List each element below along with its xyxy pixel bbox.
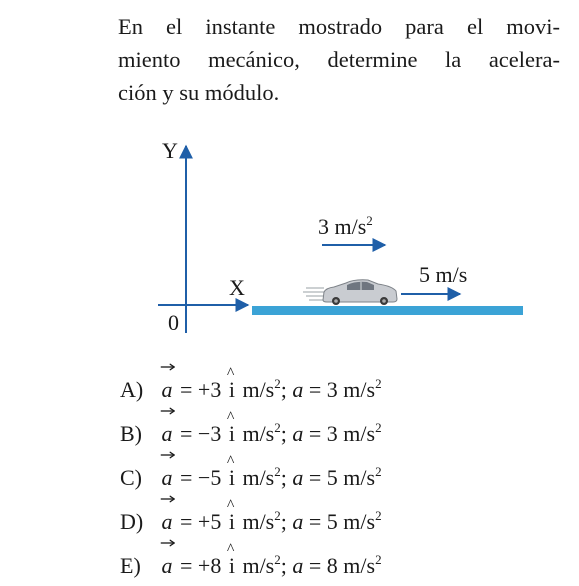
unit-vector-i: ^ i bbox=[226, 453, 235, 490]
x-axis-label: X bbox=[229, 275, 245, 300]
acceleration-label: 3 $m/s^2$ bbox=[318, 213, 373, 239]
vector-a: a bbox=[160, 502, 175, 542]
unit-vector-i: ^ i bbox=[226, 541, 235, 578]
problem-line: En el instante mostrado para el movi- bbox=[118, 14, 560, 39]
unit-vector-i: ^ i bbox=[226, 365, 235, 402]
option-e[interactable]: E) a = +8 ^ i $m/s^2$; a = 8 $m/s^2$ bbox=[120, 540, 382, 584]
option-b[interactable]: B) a = −3 ^ i $m/s^2$; a = 3 $m/s^2$ bbox=[120, 408, 382, 452]
vector-a: a bbox=[160, 458, 175, 498]
option-a[interactable]: A) a = +3 ^ i $m/s^2$; a = 3 $m/s^2$ bbox=[120, 364, 382, 408]
origin-label: 0 bbox=[168, 310, 179, 335]
car-icon bbox=[323, 280, 397, 305]
problem-line: ción y su módulo. bbox=[118, 80, 280, 105]
motion-lines bbox=[303, 288, 324, 300]
answer-options bbox=[120, 364, 382, 584]
vector-a: a bbox=[160, 546, 175, 586]
velocity-label: 5 m/s bbox=[419, 262, 468, 287]
option-d[interactable]: D) a = +5 ^ i $m/s^2$; a = 5 $m/s^2$ bbox=[120, 496, 382, 540]
problem-line: miento mecánico, determine la acelera- bbox=[118, 47, 560, 72]
option-c[interactable]: C) a = −5 ^ i $m/s^2$; a = 5 $m/s^2$ bbox=[120, 452, 382, 496]
ground-surface bbox=[252, 306, 523, 315]
unit-vector-i: ^ i bbox=[226, 497, 235, 534]
vector-a: a bbox=[160, 370, 175, 410]
vector-a: a bbox=[160, 414, 175, 454]
y-axis-label: Y bbox=[162, 138, 178, 163]
unit-vector-i: ^ i bbox=[226, 409, 235, 446]
